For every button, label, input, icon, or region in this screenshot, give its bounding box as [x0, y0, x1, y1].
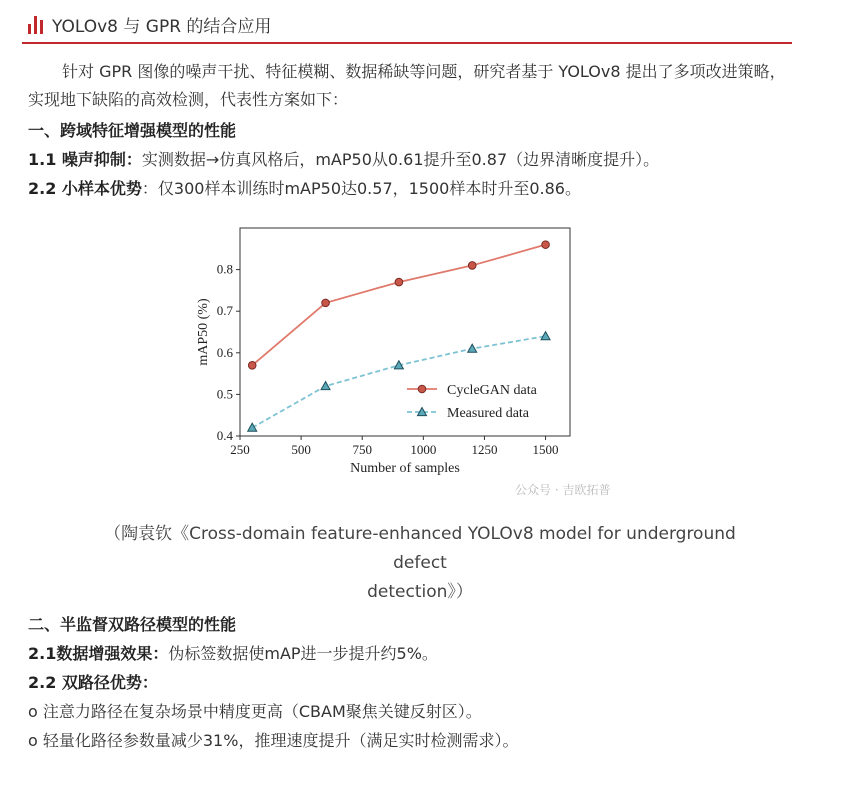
section2-item2-label: 2.2 双路径优势： [28, 673, 158, 692]
bar-chart-icon [28, 14, 48, 34]
section1-item2-text: ：仅300样本训练时mAP50达0.57，1500样本时升至0.86。 [141, 179, 581, 198]
y-tick-label: 0.4 [216, 428, 233, 443]
x-tick-label: 500 [291, 442, 311, 457]
section2-heading: 二、半监督双路径模型的性能 [28, 615, 237, 634]
data-point [321, 382, 330, 390]
y-axis-label: mAP50 (%) [196, 298, 211, 366]
caption-line2: defect [393, 553, 447, 573]
legend-label: CycleGAN data [447, 383, 537, 398]
y-tick-label: 0.5 [216, 386, 233, 402]
x-tick-label: 1250 [471, 442, 498, 457]
section1-item1-text: 实测数据→仿真风格后，mAP50从0.61提升至0.87（边界清晰度提升）。 [141, 150, 660, 169]
data-point [248, 423, 257, 431]
section2-item1 [28, 641, 438, 664]
data-point [395, 278, 403, 286]
data-point [541, 332, 550, 340]
intro-text: 针对 GPR 图像的噪声干扰、特征模糊、数据稀缺等问题，研究者基于 YOLOv8 提出了多项改进策略，实现地下缺陷的高效检测，代表性方案如下： [28, 62, 786, 109]
section2-item1-label: 2.1数据增强效果： [28, 644, 169, 663]
data-point [322, 299, 330, 307]
section1-item1-label: 1.1 噪声抑制： [28, 150, 142, 169]
caption-line1: （陶袁钦《Cross-domain feature-enhanced YOLOv8 model for underground [104, 524, 736, 544]
section1-heading: 一、跨域特征增强模型的性能 [28, 121, 237, 140]
x-tick-label: 1500 [532, 442, 559, 457]
chart-watermark: 公众号 · 吉欧拓普 [515, 483, 611, 497]
legend-marker [418, 385, 426, 393]
y-tick-label: 0.6 [216, 344, 233, 360]
section1-item2 [28, 176, 581, 199]
line-chart [185, 218, 635, 503]
section2-item1-text: 伪标签数据使mAP进一步提升约5%。 [168, 644, 438, 663]
plot-area [196, 228, 570, 476]
x-tick-label: 750 [352, 442, 372, 457]
x-tick-label: 250 [230, 442, 250, 457]
data-point [468, 344, 477, 352]
plot-frame [240, 228, 570, 436]
data-point [542, 241, 550, 249]
section2-bullet2: o 轻量化路径参数量减少31%，推理速度提升（满足实时检测需求）。 [28, 731, 519, 750]
y-tick-label: 0.7 [216, 303, 233, 319]
section1-item1 [28, 147, 659, 170]
y-tick-label: 0.8 [216, 261, 233, 277]
x-axis-label: Number of samples [350, 461, 460, 476]
section2-bullet1: o 注意力路径在复杂场景中精度更高（CBAM聚焦关键反射区）。 [28, 702, 482, 721]
x-tick-label: 1000 [410, 442, 437, 457]
caption-line3: detection》） [367, 582, 473, 602]
header-title: YOLOv8 与 GPR 的结合应用 [52, 17, 272, 37]
section-header [22, 8, 792, 44]
intro-paragraph [28, 58, 798, 114]
data-point [248, 361, 256, 369]
legend-label: Measured data [447, 406, 530, 421]
series-line-1 [252, 245, 545, 366]
data-point [468, 262, 476, 270]
section1-item2-label: 2.2 小样本优势 [28, 179, 142, 198]
